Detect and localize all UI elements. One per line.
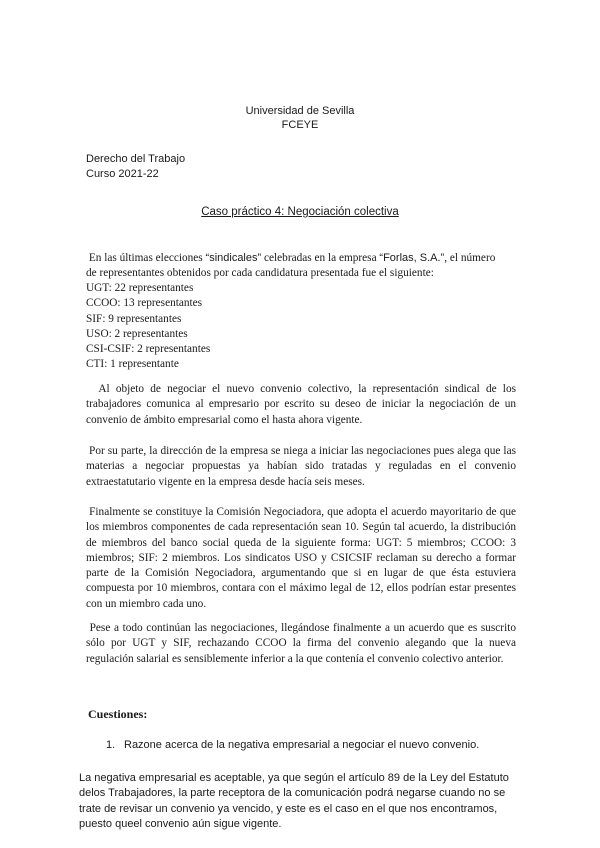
answer-line: La negativa empresarial es aceptable, ya que según el artículo 89 de la Ley del Estatuto [79,772,509,784]
answer-paragraph [79,771,529,833]
intro-text-end: , el número [444,252,496,264]
candidate-list [86,281,210,373]
list-item: CTI: 1 representante [86,358,179,371]
page-title-text: Caso práctico 4: Negociación colectiva [201,206,399,218]
page-title [0,206,600,218]
questions-heading: Cuestiones: [88,707,148,721]
intro-text-start: En las últimas elecciones [88,252,206,264]
answer-line: delos Trabajadores, la parte receptora de la comunicación podrá negarse cuando no se [79,787,506,800]
paragraph-negotiation-request [86,382,516,428]
intro-text-mid: celebradas en la empresa [261,252,380,264]
course-year: Curso 2021-22 [86,168,159,180]
paragraph-text: Al objeto de negociar el nuevo convenio colectivo, la representación sindical de los trabajadores comunica al empresario por escrito su deseo de iniciar la negociación de un convenio de ámbito empresarial como el hasta ahora vigente. [86,383,516,426]
paragraph-text: Por su parte, la dirección de la empresa se niega a iniciar las negociaciones pues alega que las materias a negociar propuestas ya habían sido tratadas y reguladas en el convenio extraestatutario vigente en la empresa desde hacía seis meses. [86,445,516,488]
university-name: Universidad de Sevilla [245,105,355,117]
paragraph-agreement [86,621,516,667]
list-item: SIF: 9 representantes [86,312,182,325]
list-item: UGT: 22 representantes [86,282,194,294]
faculty-name: FCEYE [281,119,319,131]
intro-line-2: de representantes obtenidos por cada candidatura presentada fue el siguiente: [86,267,434,280]
intro-company: “Forlas, S.A.” [379,252,445,264]
intro-paragraph [86,251,516,282]
intro-quoted-term: “sindicales” [205,252,262,264]
question-text: Razone acerca de la negativa empresarial a negociar el nuevo convenio. [124,739,480,751]
question-number: 1. [106,739,116,751]
paragraph-company-refusal [86,444,516,490]
paragraph-text: Pese a todo continúan las negociaciones, llegándose finalmente a un acuerdo que es suscrito sólo por UGT y SIF, rechazando CCOO la firma del convenio alegando que la nueva regulación salarial es sensiblemente inferior a la que contenía el convenio colectivo anterior. [86,622,516,665]
document-header [0,104,600,132]
course-info [86,152,185,182]
paragraph-commission [86,505,516,612]
intro-line-1 [86,251,516,266]
subject-name: Derecho del Trabajo [86,153,186,165]
list-item: CSI-CSIF: 2 representantes [86,343,211,356]
list-item: CCOO: 13 representantes [86,297,203,310]
answer-line: trate de revisar un convenio ya vencido, y este es el caso en el que nos encontramos, [79,802,498,815]
answer-line: puesto queel convenio aún sigue vigente. [79,818,282,831]
question-item [106,739,479,751]
list-item: USO: 2 representantes [86,327,188,340]
paragraph-text: Finalmente se constituye la Comisión Negociadora, que adopta el acuerdo mayoritario de que los miembros componentes de cada representación sean 10. Según tal acuerdo, la distribución de miembros del banco social queda de la siguiente forma: UGT: 5 miembros; CCOO: 3 miembros; SIF: 2 miembros. Los sindicatos USO y CSICSIF reclaman su derecho a formar parte de la Comisión Negociadora, argumentando que si en lugar de que ésta estuviera compuesta por 10 miembros, contara con el máximo legal de 12, ellos podrían estar presentes con un miembro cada uno. [86,506,517,610]
